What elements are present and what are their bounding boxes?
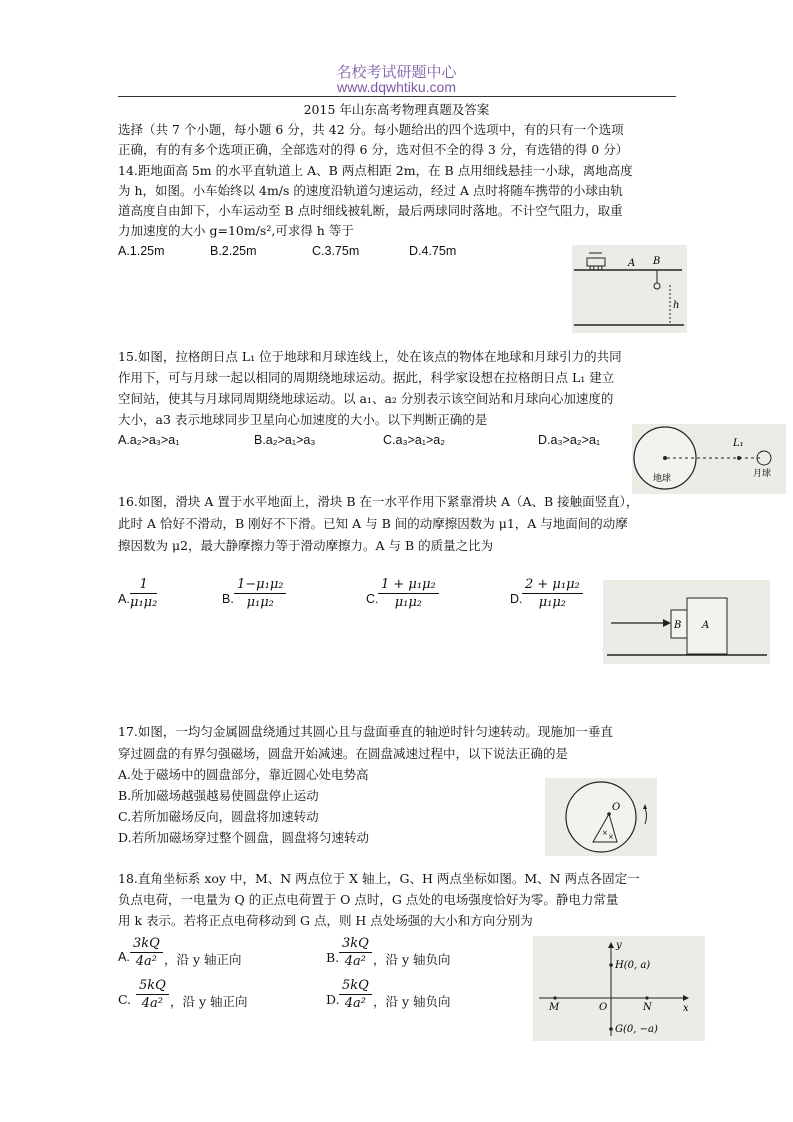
point-m bbox=[553, 996, 556, 999]
q18-option-b-den: 4a² bbox=[344, 954, 367, 969]
q14-line-4: 力加速度的大小 g=10m/s²,可求得 h 等于 bbox=[118, 223, 354, 238]
rotation-arrowhead bbox=[643, 804, 647, 809]
header-divider bbox=[118, 96, 676, 97]
q14-line-3: 道高度自由卸下，小车运动至 B 点时细线被轧断，最后两球同时落地。不计空气阻力，取重 bbox=[118, 203, 623, 218]
q14-option-b[interactable]: B.2.25m bbox=[210, 244, 257, 258]
q18-option-d-dir: ，沿 y 轴负向 bbox=[373, 994, 451, 1009]
q16-option-c-den: μ₁μ₂ bbox=[394, 595, 423, 610]
q14-fig-label-a: A bbox=[628, 258, 636, 269]
q18-option-a-den: 4a² bbox=[135, 954, 158, 969]
q18-option-d-num: 5kQ bbox=[339, 978, 372, 995]
q18-option-a-num: 3kQ bbox=[130, 936, 163, 953]
q16-option-c-num: 1 + μ₁μ₂ bbox=[378, 577, 439, 594]
q18-option-a-letter[interactable]: A. bbox=[118, 950, 130, 964]
q14-option-c[interactable]: C.3.75m bbox=[312, 244, 360, 258]
q18-option-b-fraction bbox=[339, 936, 372, 969]
q17-option-a[interactable]: A.处于磁场中的圆盘部分，靠近圆心处电势高 bbox=[118, 767, 369, 782]
q18-fig-label-x: x bbox=[683, 1003, 689, 1014]
q15-line-2: 作用下，可与月球一起以相同的周期绕地球运动。据此，科学家设想在拉格朗日点 L₁ 建立 bbox=[118, 370, 615, 385]
q17-option-d[interactable]: D.若所加磁场穿过整个圆盘，圆盘将匀速转动 bbox=[118, 830, 370, 845]
q14-fig-label-h: h bbox=[673, 300, 680, 311]
q18-option-d-letter[interactable]: D. bbox=[326, 992, 340, 1007]
q14-line-1: 14.距地面高 5m 的水平直轨道上 A、B 两点相距 2m，在 B 点用细线悬挂一小球，离地高度 bbox=[118, 163, 633, 178]
q18-figure bbox=[533, 936, 705, 1041]
q16-line-1: 16.如图，滑块 A 置于水平地面上，滑块 B 在一水平作用下紧靠滑块 A（A、B 接触面竖直）， bbox=[118, 494, 639, 509]
q16-option-d-letter[interactable]: D. bbox=[510, 592, 523, 606]
q14-line-2: 为 h，如图。小车始终以 4m/s 的速度沿轨道匀速运动，经过 A 点时将随车携带的小球由轨 bbox=[118, 183, 623, 198]
q15-fig-label-l1: L₁ bbox=[733, 438, 744, 449]
q15-option-b[interactable]: B.a₂>a₁>a₃ bbox=[254, 433, 316, 447]
q14-diagram bbox=[572, 245, 687, 333]
push-force-arrowhead bbox=[663, 619, 671, 627]
q16-figure bbox=[603, 580, 770, 664]
hanging-ball bbox=[654, 283, 660, 289]
q16-option-d-fraction bbox=[522, 577, 583, 610]
q18-option-d-fraction bbox=[339, 978, 372, 1011]
q17-line-2: 穿过圆盘的有界匀强磁场，圆盘开始减速。在圆盘减速过程中，以下说法正确的是 bbox=[118, 746, 569, 761]
q15-diagram bbox=[632, 424, 786, 494]
q17-line-1: 17.如图，一均匀金属圆盘绕通过其圆心且与盘面垂直的轴逆时针匀速转动。现施加一垂直 bbox=[118, 724, 613, 739]
q18-option-c-num: 5kQ bbox=[136, 978, 169, 995]
q14-option-d[interactable]: D.4.75m bbox=[409, 244, 457, 258]
q15-line-3: 空间站，使其与月球同周期绕地球运动。以 a₁、a₂ 分别表示该空间站和月球向心加速度的 bbox=[118, 391, 614, 406]
q17-option-b[interactable]: B.所加磁场越强越易使圆盘停止运动 bbox=[118, 788, 319, 803]
q17-fig-label-o: O bbox=[612, 802, 621, 813]
q18-fig-label-m: M bbox=[549, 1002, 560, 1013]
q18-fig-label-h: H(0, a) bbox=[615, 960, 651, 971]
q16-option-b-letter[interactable]: B. bbox=[222, 592, 234, 606]
q17-option-c[interactable]: C.若所加磁场反向，圆盘将加速转动 bbox=[118, 809, 319, 824]
q16-option-b-fraction bbox=[234, 577, 286, 610]
q14-option-a[interactable]: A.1.25m bbox=[118, 244, 165, 258]
intro-line-2: 正确，有的有多个选项正确，全部选对的得 6 分，选对但不全的得 3 分，有选错的得 0 分） bbox=[118, 142, 629, 157]
q17-figure bbox=[545, 778, 657, 856]
q16-option-a-fraction bbox=[130, 577, 157, 610]
q16-option-a-den: μ₁μ₂ bbox=[130, 595, 158, 610]
q18-option-d-den: 4a² bbox=[344, 996, 367, 1011]
doc-title: 2015 年山东高考物理真题及答案 bbox=[303, 102, 490, 117]
q18-option-b-letter[interactable]: B. bbox=[326, 950, 340, 965]
site-name: 名校考试研题中心 bbox=[336, 63, 457, 81]
q15-option-a[interactable]: A.a₂>a₃>a₁ bbox=[118, 433, 180, 447]
field-mark-1: × bbox=[602, 829, 608, 837]
q18-line-1: 18.直角坐标系 xoy 中，M、N 两点位于 X 轴上，G、H 两点坐标如图。M、N 两点各固定一 bbox=[118, 871, 640, 886]
point-h bbox=[609, 963, 613, 967]
q18-option-c-den: 4a² bbox=[141, 996, 164, 1011]
q16-option-c-letter[interactable]: C. bbox=[366, 592, 379, 606]
rotation-arrow bbox=[645, 808, 647, 824]
earth-center bbox=[663, 456, 667, 460]
q18-line-2: 负点电荷，一电量为 Q 的正点电荷置于 O 点时，G 点处的电场强度恰好为零。静电力常量 bbox=[118, 892, 619, 907]
q14-fig-label-b: B bbox=[653, 256, 661, 267]
q16-option-d-den: μ₁μ₂ bbox=[538, 595, 567, 610]
q18-option-a-fraction bbox=[130, 936, 163, 969]
q15-fig-label-moon: 月球 bbox=[753, 469, 772, 479]
site-url[interactable]: www.dqwhtiku.com bbox=[336, 79, 457, 95]
q16-option-b-den: μ₁μ₂ bbox=[246, 595, 274, 610]
q16-option-c-fraction bbox=[378, 577, 439, 610]
q16-fig-label-a: A bbox=[702, 620, 710, 631]
q16-option-a-letter[interactable]: A. bbox=[118, 592, 130, 606]
q18-diagram bbox=[533, 936, 705, 1041]
q18-fig-label-o: O bbox=[599, 1002, 608, 1013]
q18-option-c-dir: ，沿 y 轴正向 bbox=[170, 994, 248, 1009]
q18-line-3: 用 k 表示。若将正点电荷移动到 G 点，则 H 点处场强的大小和方向分别为 bbox=[118, 913, 533, 928]
q16-line-2: 此时 A 恰好不滑动，B 刚好不下滑。已知 A 与 B 间的动摩擦因数为 μ1，A 与地面间的动摩 bbox=[118, 516, 628, 531]
x-axis-arrowhead bbox=[683, 995, 689, 1001]
cart-body bbox=[587, 258, 605, 266]
y-axis-arrowhead bbox=[608, 942, 614, 948]
q17-diagram bbox=[545, 778, 657, 856]
q14-figure bbox=[572, 245, 687, 333]
intro-line-1: 选择（共 7 个小题，每小题 6 分，共 42 分。每小题给出的四个选项中，有的只有一个选项 bbox=[118, 122, 624, 137]
q18-option-c-fraction bbox=[136, 978, 169, 1011]
q18-option-b-dir: ，沿 y 轴负向 bbox=[373, 952, 451, 967]
q15-option-c[interactable]: C.a₃>a₁>a₂ bbox=[383, 433, 446, 447]
q15-option-d[interactable]: D.a₃>a₂>a₁ bbox=[538, 433, 601, 447]
q15-figure bbox=[632, 424, 786, 494]
q18-option-a-dir: ，沿 y 轴正向 bbox=[164, 952, 242, 967]
point-n bbox=[645, 996, 648, 999]
q15-fig-label-earth: 地球 bbox=[653, 474, 672, 484]
q18-fig-label-y: y bbox=[616, 940, 622, 951]
field-mark-2: × bbox=[608, 833, 614, 841]
q18-fig-label-n: N bbox=[643, 1002, 652, 1013]
q16-fig-label-b: B bbox=[674, 620, 682, 631]
q18-option-b-num: 3kQ bbox=[339, 936, 372, 953]
q16-line-3: 擦因数为 μ2，最大静摩擦力等于滑动摩擦力。A 与 B 的质量之比为 bbox=[118, 538, 494, 553]
q16-option-d-num: 2 + μ₁μ₂ bbox=[522, 577, 583, 594]
q16-option-a-num: 1 bbox=[130, 577, 157, 594]
q16-option-b-num: 1−μ₁μ₂ bbox=[234, 577, 286, 594]
point-g bbox=[609, 1027, 613, 1031]
q15-line-4: 大小，a3 表示地球同步卫星向心加速度的大小。以下判断正确的是 bbox=[118, 412, 488, 427]
q16-diagram bbox=[603, 580, 770, 664]
q18-fig-label-g: G(0, −a) bbox=[615, 1024, 658, 1035]
q15-line-1: 15.如图，拉格朗日点 L₁ 位于地球和月球连线上，处在该点的物体在地球和月球引力的共同 bbox=[118, 349, 622, 364]
q18-option-c-letter[interactable]: C. bbox=[118, 992, 132, 1007]
l1-point bbox=[737, 456, 741, 460]
